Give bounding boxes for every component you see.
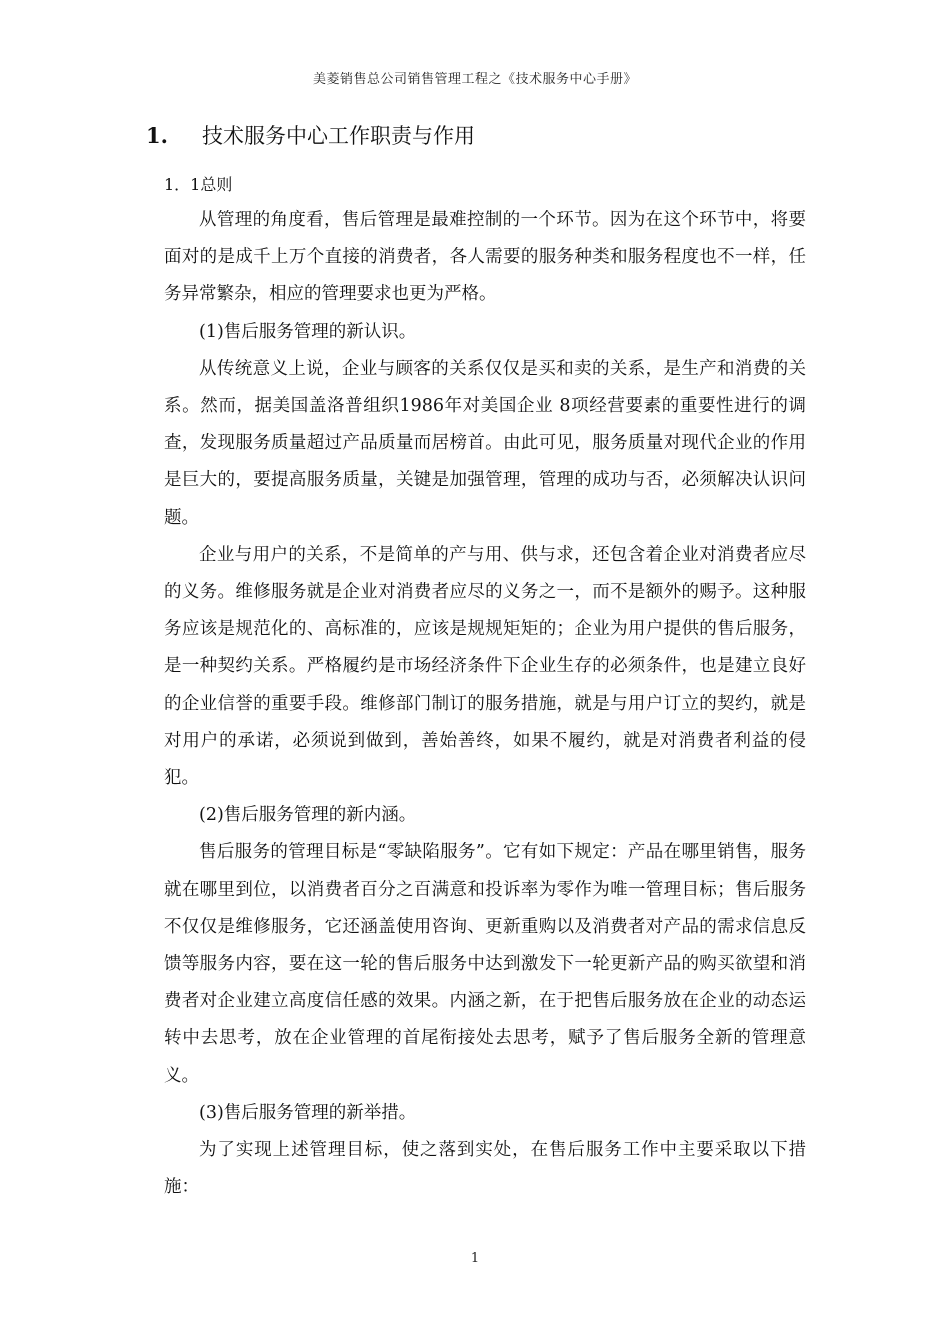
paragraph-enterprise-obligation: 企业与用户的关系，不是简单的产与用、供与求，还包含着企业对消费者应尽的义务。维修服务就是企业对消费者应尽的义务之一，而不是额外的赐予。这种服务应该是规范化的、高标准的，应该是规规矩矩的；企业为用户提供的售后服务，是一种契约关系。严格履约是市场经济条件下企业生存的必须条件，也是建立良好的企业信誉的重要手段。维修部门制订的服务措施，就是与用户订立的契约，就是对用户的承诺，必须说到做到，善始善终，如果不履约，就是对消费者利益的侵犯。 [164, 544, 806, 789]
subheading-new-measures: (3)售后服务管理的新举措。 [199, 1102, 417, 1123]
subheading-new-understanding: (1)售后服务管理的新认识。 [199, 321, 417, 342]
chapter-number: 1. [146, 123, 168, 148]
document-body [164, 202, 806, 1206]
chapter-heading [146, 120, 475, 150]
chapter-title: 技术服务中心工作职责与作用 [202, 124, 475, 148]
page-header: 美菱销售总公司销售管理工程之《技术服务中心手册》 [312, 72, 637, 87]
paragraph-measures-intro: 为了实现上述管理目标，使之落到实处，在售后服务工作中主要采取以下措施： [164, 1140, 806, 1198]
page-number: 1 [470, 1251, 480, 1266]
paragraph-zero-defect-service: 售后服务的管理目标是“零缺陷服务”。它有如下规定：产品在哪里销售，服务就在哪里到位，以消费者百分之百满意和投诉率为零作为唯一管理目标；售后服务不仅仅是维修服务，它还涵盖使用咨询、更新重购以及消费者对产品的需求信息反馈等服务内容，要在这一轮的售后服务中达到激发下一轮更新产品的购买欲望和消费者对企业建立高度信任感的效果。内涵之新，在于把售后服务放在企业的动态运转中去思考，放在企业管理的首尾衔接处去思考，赋予了售后服务全新的管理意义。 [164, 842, 806, 1086]
section-heading: 1．1总则 [164, 175, 233, 194]
paragraph-traditional-relationship: 从传统意义上说，企业与顾客的关系仅仅是买和卖的关系，是生产和消费的关系。然而，据美国盖洛普组织1986年对美国企业 8项经营要素的重要性进行的调查，发现服务质量超过产品质量而居榜首。由此可见，服务质量对现代企业的作用是巨大的，要提高服务质量，关键是加强管理，管理的成功与否，必须解决认识问题。 [164, 358, 806, 528]
paragraph-intro: 从管理的角度看，售后管理是最难控制的一个环节。因为在这个环节中，将要面对的是成千上万个直接的消费者，各人需要的服务种类和服务程度也不一样，任务异常繁杂，相应的管理要求也更为严格。 [164, 210, 806, 305]
subheading-new-connotation: (2)售后服务管理的新内涵。 [199, 805, 417, 826]
